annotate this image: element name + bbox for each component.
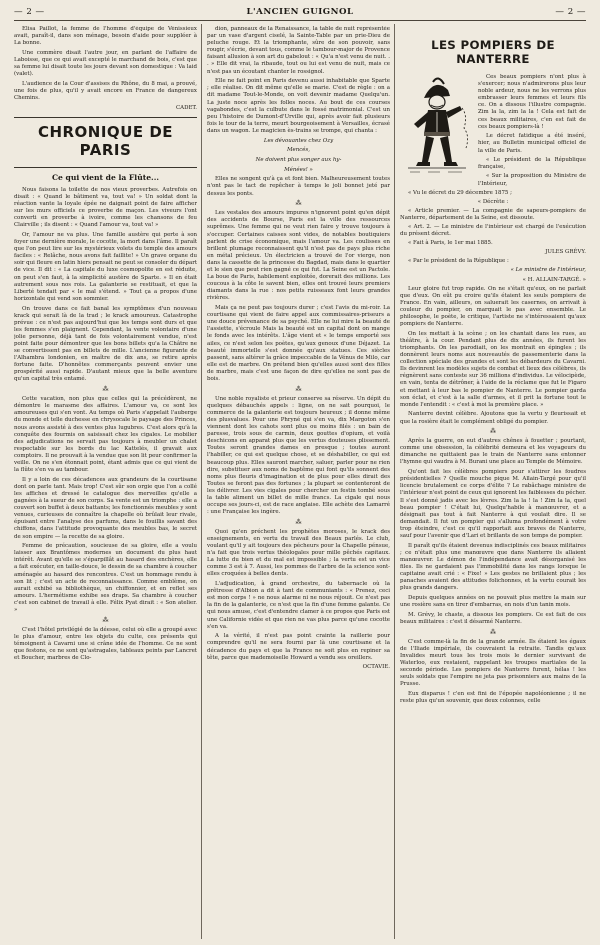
column-2 [207, 26, 390, 939]
signature: OCTAVIE. [362, 664, 390, 671]
paragraph: Leur gloire fut trop rapide. On ne s'était qu'eux, on ne parlait que d'eux. On eût pu croire qu'ils étaient les seuls pompiers de France. En vain, ailleurs, on saluerait les casernes, on arrivait à couleur du pompier, on marquait le pas avec ensemble. Le philosophe, le poète, le critique, l'artiste ne s'intéressaient qu'aux pompiers de Nanterre. [400, 285, 586, 328]
paragraph: Une commère disait l'autre jour, en parlant de l'affaire de Laboisse, que ce qui avait excepté le marchand de bois, c'est que sa femme lui disait toute les jours devant son domestique : Va laid (valet). [14, 49, 197, 78]
header-page-right: — 2 — [555, 7, 586, 17]
page-header [14, 4, 586, 21]
asterism: ⁂ [295, 385, 302, 393]
asterism: ⁂ [102, 616, 109, 624]
divider [14, 167, 197, 168]
verse-line: Mencés, [286, 147, 311, 154]
decree-line: « Art. 2. — Le ministre de l'intérieur est chargé de l'exécution du présent décret. [400, 223, 586, 238]
decree-signature: JULES GRÉVY. [545, 249, 586, 256]
paragraph: On les mettait à la scène ; on les chantait dans les rues, au théâtre, à la cour. Pendant plus de dix années, ils furent les triomphants. On les parodiait, on les montrait en épingles ; ils donnèrent leurs noms aux nouveautés de passementerie dans la collection spéciale des grandes et sont les débardeurs du Cavarni. Ils devinrent les modèles sujets de combat et lieux des célèbres, ils régnèrent sans conteste sur 36 millions d'individus. Le vélocipède, en vain, tenta de détrôner, à l'aide de la réclame que fut le Figaro et mettant à leur bas le pompier de Nanterre. Le pompier garda son éclat, et c'est à la salle d'armes, et il prit la fortune tout le monde l'entendit : « c'est à moi la première place. » [400, 330, 586, 408]
asterism: ⁂ [490, 428, 496, 436]
article-title: CHRONIQUE DE PARIS [37, 122, 174, 159]
paragraph: Qu'ont fait les célèbres pompiers pour s'attirer les foudres présidentielles ? Quelle mouche pique M. Allain-Targé pour qu'il licencie brutalement ce corps d'élite ? Le rabâchage ministre de l'intérieur n'est point de ceux qui ignorent les faiblesses du pécher. Il s'est donné jadis avec les lèvres. Zim la la ! la ! Zim la la, quel beau pompier ! C'était lui, Quelqu'habile à manœuvrer, et a désignait pas tout à fait Nanterre à qui voulait dire. Il se demandait. Il fut un pompier qui s'alluma profondément à votre trop éteindre, c'est ce qu'il rapportait aux braves de Nanterre, sauf pour l'avenir que d'Lari et brillants de son temps de pompier. [400, 469, 586, 539]
decree-line: « Le président de la République française, [478, 157, 586, 171]
decree-line: « Décrète : [477, 198, 509, 205]
header-title: L'ANCIEN GUIGNOL [246, 7, 354, 17]
paragraph: C'est l'hôtel privilégié de la déesse, celui où elle a groupé avec le plus d'amour, entre les objets du culte, ces présents qui témoignent à Cavarni une si crâne idée de l'homme. Ce ne sont que festons, ce ne sont qu'astragales, tableaux peints par Lancret et Boucher, marbres de Clo- [14, 626, 197, 662]
asterism: ⁂ [102, 386, 109, 394]
verse-line: Ne doivent plus songer aux hy- [255, 156, 342, 163]
signature: CADET. [176, 104, 197, 111]
paragraph: Nous faisons la toilette de nos vieux proverbes. Autrefois on disait : « Quand le bâtiment va, tout va! » Un soldat dont la réaction vante la loyale épée ne daignait point de faire afficher sur les murs officiels ce proverbe de maçon. Les viveurs l'ont converti en proverbe à ivoire, comme les chansons de feu Clairville ; ils disent : « Quand l'amour va, tout va! » [14, 186, 197, 229]
paragraph: Ces beaux pompiers n'ont plus à s'exercer; nous n'admirerons plus leur noble ardeur, nous ne les verrons plus embrasser leurs femmes et leurs fils ce. On a dissous l'illustre compagnie. Zim la la, zim la la ! Cela est fait de ces beaux militaires, c'en est fait de ces beaux pompiers-là ! [478, 74, 586, 130]
paragraph: Le décret fatidique a été inséré, hier, au Bulletin municipal officiel de la ville de Paris. [478, 133, 586, 154]
decree-line: « Le ministre de l'intérieur, [510, 267, 586, 274]
paragraph: Cette vacation, non plus que celles qui la précédèrent, ne démontre le marasme des affaires. L'amour va, ce sont les amoureuses qui s'en vont. Au temps où Paris s'appelait l'auberge du monde et telle duchesse en chrysocale le paysage des Princes, nous avons assisté à des ventes plus lugubres. C'est alors qu'à la conquête des fourmis on saisissait chez les cigales. Le mobilier des adjudications ne servait pas toujours à meubler un chalet respectable sur les bords du lac Kattelés, il gravait aux comptoirs. Il ne prouvait à la vendue que son lit peur confirmer la veille. On ne s'en étonnait point, étant admis que ce qui vient de la flûte s'en va au tambour. [14, 396, 197, 474]
decree-line: « Par le président de la République : [408, 258, 509, 265]
paragraph: Nanterre devint célèbre. Ajoutons que la vertu y fleurissait et que la rosière était le complément obligé du pompier. [400, 411, 586, 425]
article-subtitle: Ce qui vient de la Flûte... [52, 172, 159, 182]
paragraph: On trouve dans ce fait banal les symptômes d'un nouveau krack qui serait là de la trad ; le krack amoureux. Catastrophe prévue : ce n'est pas aujourd'hui que les temps sont durs et que les femmes s'en plaignent. Cependant, la vente volontaire d'une jolie personne, déjà tant de fois volontairement vendue, n'est point faite pour démontrer que les bons billets qu'a la Châtre ne se convertissent pas en billets de mille. L'ancienne figurante de l'Alhambra londonien, en maître de dix ans, se retire après fortune faite. D'honnêtes commerçants peuvent envier une prospérité aussi rapide. D'autant mieux que la belle aventure qu'un capital très entamé. [14, 305, 197, 383]
column-rule [394, 24, 395, 939]
decree-signature: « H. ALLAIN-TARGÉ. » [522, 276, 586, 283]
paragraph: Une noble royaliste et prieur conserve sa réserve. Un dépit du quelques débauchés appels : ligne, on ne sait pourquoi, le commerce de la galanterie est toujours heureux ; il donne même des plusvalues. Pour une Phryné qui s'en va, dix Margoton s'en viennent dont les cahots sont plus ou moins filés : un bain de paresse, trois sous de carmin, deux gouttes d'opium, et voilà deschicons en apparat plus que les vertus douteuses plissement. Toutes seront grandes dames en presque ; toutes auront l'habiller, ce qui est quelque chose, et se déshabiller, ce qui est beaucoup plus. Elles sauront marcher, saluer, parler pour ne rien dire, substituer aux noms de baptême qui font qu'ils sonnent des noms plus fleuris d'imagination et de plus pour elles dirait des Toutes se feront pas des fortunes ; la plupart se contenteront de les délivrer. Les vies cigales pour chercher un festin tombé sous la table aliment un billet de mille francs. La cigale qui nous occupe ses jours-ci, est de race anglaise. Elle achète des Lamarré : une Française les ingère. [207, 395, 390, 516]
verse-line: Ménées! » [284, 166, 313, 173]
paragraph: Après la guerre, on eut d'autres chênes à fouetter ; pourtant, comme une obsession, la célébrité demeura et les voyageurs du dimanche ne quittaient pas le train de Nanterre sans entonner l'hymne qui vaudra à M. Burani une place au Temple de Mémoire. [400, 438, 586, 466]
verse-line: Les dévouantes chez Ozy [263, 137, 334, 144]
decree-line: « Vu le décret du 29 décembre 1875 ; [408, 189, 512, 196]
article-title: LES POMPIERS DE NANTERRE [431, 38, 555, 66]
asterism: ⁂ [490, 628, 496, 636]
paragraph: Femme de précaution, soucieuse de sa gloire, elle a voulu laisser aux Brantômes modernes un document du plus haut intérêt. Avant qu'elle se s'éparpillât au hasard des enchères, elle a fait exécuter, en taille-douce, le dessin de sa chambre à coucher aménagée au hasard des rencontres. C'est un hommage rendu à son lit ; c'est un acte de reconnaissance. Comme emblème, on aurait exhibé sa bibliothèque, un chiffonnier, et en reflet ses amours. L'hermétisme exhibe ses draps. Sa chambre à coucher c'est son cabinet de travail à elle. Félix Pyat dirait : « Son atelier. » [14, 543, 197, 614]
asterism: ⁂ [295, 200, 302, 208]
paragraph: Il paraît qu'ils étaient devenus indisciplinés ces beaux militaires ; ce n'était plus une manœuvre que dans Nanterre ils allaient manœuvrer. Le démon de l'indépendance avait désorganisé les files. Ils ne gardaient pas l'immobilité dans les rangs lorsque le capitaine avait crié : « Fixe! » Les gestes ne brillaient plus ; les panaches avaient des attitudes folichonnes, et la vertu courait les plus grands dangers. [400, 542, 586, 592]
paragraph: Depuis quelques années on ne pouvait plus mettre la main sur une rosière sans en tirer d'embarras, en nois d'un tanin mois. [400, 594, 586, 609]
paragraph: L'adjudication, à grand orchestre, du tabernacle où la prêtresse d'Albion a dit à tant de communiants : « Prenez, ceci est mon corps ! » ne nous alarme ni ne nous réjouit. Ce n'est pas la fin de la galanterie, ce n'est que la fin d'une femme galante. Ce qui nous amuse, c'est d'entendre clamer à ce propos que Paris est une Californie vidée et que rien ne vas plus parce qu'une cocotte s'en va. [207, 581, 390, 630]
paragraph: A la vérité, il n'est pas point crainte la raillerie pour comprendre qu'il ne sera fourni par là une courtisane et la décadence du pays et que la France ne soit plus en repiner sa tête, parce que mademoiselle Howard a vendu ses oreillers. [207, 633, 390, 661]
column-1 [14, 26, 197, 939]
paragraph: L'audience de la Cour d'assises du Rhône, du 8 mai, a prouvé, une fois de plus, qu'il y avait encore en France de dangereux Chemins. [14, 80, 197, 102]
decree-line: « Sur la proposition du Ministre de l'Intérieur, [478, 173, 586, 187]
paragraph: Mais ça ne peut pas toujours durer ; c'est l'avis du mi-roir. La courtisane qui vient de faire appel aux commissaires-priseurs a une douce prévenance de sa psyché. Elle ne lui mire la beauté de l'assiette, s'écroule Mais la beauté est un capital dont on mange le fonds avec les intérêts. L'âge vient et « le temps emporté ses ailes, ce n'est selon les poètes, qu'aux genoux d'une Déjazet. La beauté immortelle s'est donnée qu'aux statues. Ces siècles passent, sans altérer la grâce impeccable de la Vénus de Milo, car elle est de marbre. On prétend bien qu'elles aussi sont des filles de marbre, mais c'est une façon de dire qu'elles ne sont pas de bois. [207, 305, 390, 382]
paragraph: dion, panneaux de la Renaissance, la table de nuit représentée par un vase d'argent ciselé, la Sainte-Table par un prie-Dieu de peluche rouge. Et la triomphante, sûre de son pouvoir, sans rougir, s'écrie, devant tous, comme le tambour-major de Provence faisant allusion à son art du gabelout : « Qu'a n'est venu de nuit. . . » Elle dit vrai, la ribaude, tout ou lui est venu de nuit, mais ce n'est pas un écoutant chanter le rossignol. [207, 26, 390, 75]
paragraph: Elles ne songent qu'à ça et font bien. Malheureusement toutes n'ont pas le tact de repêcher à temps le joli bonnet jeté par dessus les ponts. [207, 176, 390, 197]
paragraph: C'est comme-là la fin de la grande armée. Ils étaient les égaux de l'Iliade impériale, ils couvraient la retraite. Tandis qu'aux Invalides meurt tous les trois mois le dernier survivant de Waterloo, eux restaient, rappelant les troupes martiales de la seconde période. Les pompiers de Nanterre furent, hélas ! les seuls soldats que l'empire ne jeta pas prisonniers aux mains de la Prusse. [400, 638, 586, 688]
paragraph: Il y a loin de ces décadences aux grandeurs de la courtisane dont on parle tant. Mais trop! C'est sûr son orgie que l'on a collé les affiches et dressé le catalogue des merveilles qu'elle a gagnées à la sueur de son corps. Sa vente est un triomphe : elle a couvert son buffet à deux battants; les fonctionnés meubles y sont venues, curieuses de connaître la chapelle où brûlait leur rivale, épuisant entre l'analyse des parfums, dans le fouillis savant des chiffons, dans l'attitude provoquante des meubles bas, le secret de son empire — la recette de sa gloire. [14, 476, 197, 540]
decree-line: « Article premier. — La compagnie de sapeurs-pompiers de Nanterre, département de la Seine, est dissoute. [400, 207, 586, 221]
paragraph: Quoi qu'en préchent les prophètes moroses, le krack des enseignements, en vertu du travail des Beaux parlés. Le club, voulant qu'il y ait toujours des pécheurs pour la Chapelle pénsue, n'a fait que trois vertus théologales pour mille pêchés capitaux. La lutte du bien et du mal est impossible ; la vertu est un vice comme 3 est à 7. Aussi, les pommes de l'arbre de la science sont-elles croquées à belles dents. [207, 528, 390, 578]
column-rule [201, 24, 202, 939]
paragraph: Les vestales des amours impures n'ignorent point qu'en dépit des accidents de Bourse, Paris est la ville des ressources suprêmes. Une femme qui ne veut rien faire y trouve toujours à s'occuper. Certaines caisses sont vides, de notables boutiquiers parlent de crise économique, mais l'amour va. Les coulisses en brillent plumage reconnaissent qu'il n'est pas de pays plus riche en métal précieux. Un électricien a trouvé de l'or vierge, non dans la cassette de la princesse du Bagdad, mais dans le quartier et le sien que peut rien gagné ce qui fut. La Seine est un Pactole. La boue de Paris, habilement exploitée, dorerait des millions. Les coucous à la côte le savent bien, elles ont trouvé leurs premiers diamants dans la rue : nos petits ruisseaux font leurs grandes rivières. [207, 210, 390, 302]
firefighter-figure-icon [400, 76, 472, 178]
asterism: ⁂ [295, 518, 302, 526]
paragraph: Or, l'amour ne va plus. Une famille austère qui perte à son foyer une dernière morale, le cocotte, la mort dans l'âme. Il paraît que l'on peut lire sur les mystérieux volets du temple des amours faciles : « Relâche, nous avons fait faillite! » Un grave organe du soir qui fleure en latin hiers pensait ne peut se consoler du départ de vice. Il dit : « La capitale du luxe cosmopolite en est réduite, on peut s'en faut, à la simplicité austère de Sparte. » Il en était autrement sous nos rois. La galanterie se restituait, et que la Liberté tendait par « le mal s'étend. » Tout ça a propos d'une horizontale qui vend son sommier. [14, 231, 197, 302]
header-page-left: — 2 — [14, 7, 45, 17]
paragraph: Elle ne fait point en Paris devenu aussi inhabitable que Sparte ; elle réalise. On dit même qu'elle se marie. C'est de règle : on a dit madame Tout-le-Monde, on voit devenir madame Quelqu'un. La juste noce après les folles noces. Au bout de ces courses vagabondes, c'est la culbute dans le fossé matrimonial. C'est un peu l'histoire de Dumont-d'Urville qui, après avoir fait plusieurs fois le tour de la terre, meurt bourgeoisement à Versailles, écrasé dans un wagon. Le magicien ès-trains se trompe, qui chanta : [207, 78, 390, 134]
paragraph: Elisa Paillot, la femme de l'homme d'équipe de Vénissieux avait, paraît-il, dans son ménage, besoin d'aide pour suppléer à La bonne. [14, 26, 197, 47]
paragraph: Eux disparus ! c'en est fini de l'épopée napoléonienne ; il ne reste plus qu'un souvenir, que deux colonnes, celle [400, 690, 586, 704]
column-3 [400, 26, 586, 939]
divider [14, 117, 197, 118]
decree-line: « Fait à Paris, le 1er mai 1885. [408, 240, 493, 247]
paragraph: M. Grévy, le chaste, a dissous les pompiers. Ce est fait de ces beaux militaires : c'est il désarmé Nanterre. [400, 611, 586, 625]
